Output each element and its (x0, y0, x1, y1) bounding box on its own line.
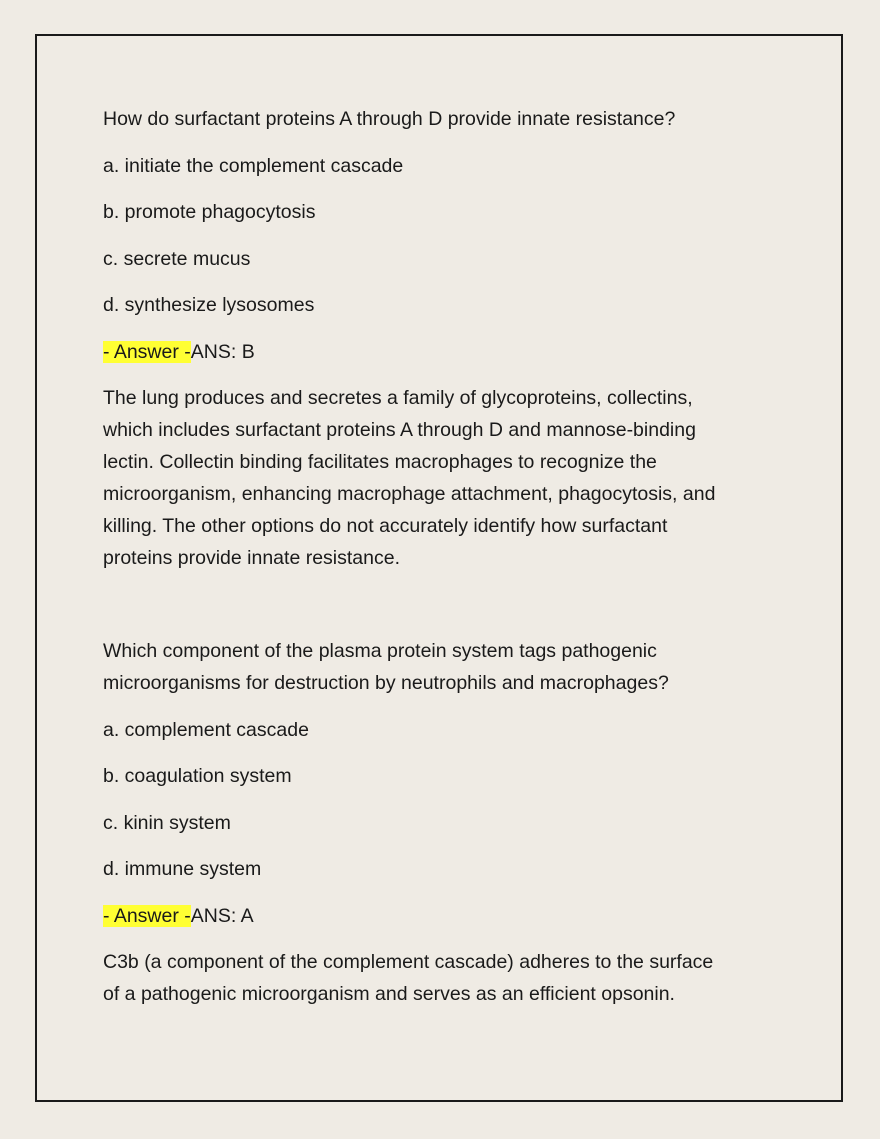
option-a: a. initiate the complement cascade (103, 154, 404, 177)
option-c: c. kinin system (103, 811, 231, 834)
explanation-line: The lung produces and secretes a family of glycoproteins, collectins, (103, 387, 693, 409)
option-d: d. synthesize lysosomes (103, 294, 315, 316)
question-1 (103, 103, 783, 574)
prompt-line: Which component of the plasma protein system tags pathogenic (103, 640, 657, 662)
answer-label: - Answer - (103, 904, 191, 927)
question-prompt: How do surfactant proteins A through D provide innate resistance? (103, 108, 676, 130)
explanation-line: lectin. Collectin binding facilitates macrophages to recognize the (103, 451, 657, 473)
option-b: b. coagulation system (103, 765, 292, 787)
option-d: d. immune system (103, 858, 262, 880)
explanation-line: killing. The other options do not accurately identify how surfactant (103, 515, 668, 537)
question-2 (103, 635, 783, 1010)
spacer (103, 574, 783, 635)
explanation-line: which includes surfactant proteins A through D and mannose-binding (103, 419, 696, 441)
answer-value: ANS: A (190, 904, 254, 927)
answer-label: - Answer - (103, 340, 191, 363)
answer-value: ANS: B (190, 340, 255, 363)
prompt-line: microorganisms for destruction by neutrophils and macrophages? (103, 672, 669, 694)
question-prompt (103, 635, 783, 699)
explanation-line: of a pathogenic microorganism and serves as an efficient opsonin. (103, 983, 675, 1005)
explanation (103, 946, 783, 1010)
option-c: c. secrete mucus (103, 247, 251, 270)
explanation-line: proteins provide innate resistance. (103, 547, 401, 569)
option-b: b. promote phagocytosis (103, 201, 316, 223)
explanation (103, 382, 783, 574)
option-a: a. complement cascade (103, 718, 309, 741)
answer-line (103, 336, 783, 368)
explanation-line: C3b (a component of the complement cascade) adheres to the surface (103, 951, 714, 973)
explanation-line: microorganism, enhancing macrophage attachment, phagocytosis, and (103, 483, 716, 505)
answer-line (103, 900, 783, 932)
document-content (103, 103, 783, 1010)
